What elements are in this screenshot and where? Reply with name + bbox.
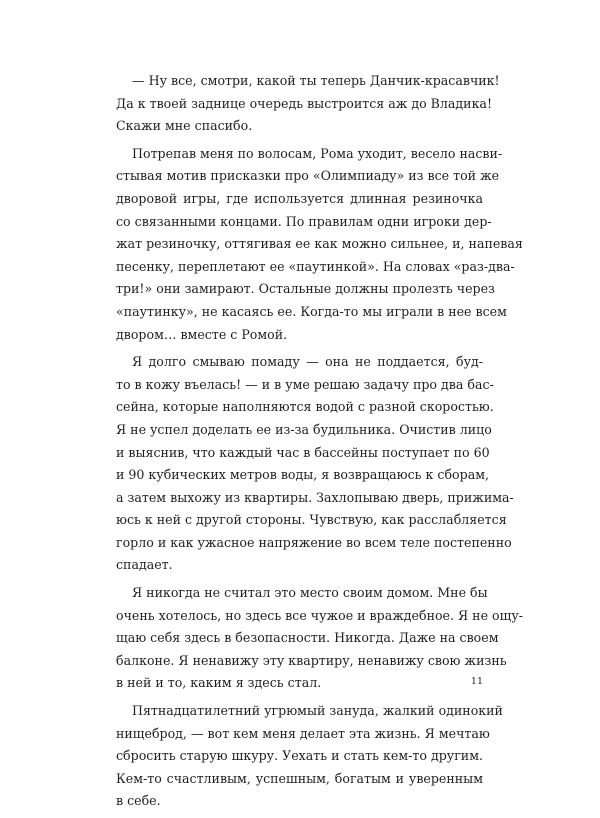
paragraph bbox=[116, 700, 503, 813]
paragraph bbox=[116, 70, 500, 138]
paragraph bbox=[116, 351, 514, 577]
page-number: 11 bbox=[470, 676, 483, 687]
text-line: три!» они замирают. Остальные должны пролезть через bbox=[116, 281, 495, 297]
text-line: со связанными концами. По правилам одни игроки дер- bbox=[116, 213, 492, 229]
text-line: горло и как ужасное напряжение во всем теле постепенно bbox=[116, 534, 512, 550]
text-line: дворовой игры, где используется длинная резиночка bbox=[116, 190, 483, 206]
text-line: двором… вместе с Ромой. bbox=[116, 326, 288, 342]
text-line: то в кожу въелась! — и в уме решаю задачу про два бас- bbox=[116, 376, 494, 392]
text-line: Потрепав меня по волосам, Рома уходит, весело насви- bbox=[132, 145, 503, 161]
text-line: стывая мотив присказки про «Олимпиаду» из все той же bbox=[116, 168, 500, 184]
text-line: — Ну все, смотри, какой ты теперь Данчик-красавчик! bbox=[132, 73, 500, 88]
text-line: и 90 кубических метров воды, я возвращаюсь к сборам, bbox=[116, 467, 489, 483]
text-line: Да к твоей заднице очередь выстроится аж до Владика! bbox=[116, 95, 493, 111]
text-line: «паутинку», не касаясь ее. Когда-то мы играли в нее всем bbox=[116, 303, 507, 319]
paragraph bbox=[116, 143, 523, 346]
text-line: Скажи мне спасибо. bbox=[116, 118, 253, 134]
text-line: в ней и то, каким я здесь стал. bbox=[116, 675, 322, 691]
text-line: спадает. bbox=[116, 557, 173, 573]
text-line: балконе. Я ненавижу эту квартиру, ненавижу свою жизнь bbox=[116, 652, 507, 668]
text-line: и выяснив, что каждый час в бассейны поступает по 60 bbox=[116, 444, 490, 460]
text-line: а затем выхожу из квартиры. Захлопываю дверь, прижима- bbox=[116, 489, 514, 505]
text-line: сейна, которые наполняются водой с разной скоростью. bbox=[116, 399, 494, 415]
text-line: жат резиночку, оттягивая ее как можно сильнее, и, напевая bbox=[116, 236, 523, 252]
paragraph bbox=[116, 582, 523, 695]
text-line: сбросить старую шкуру. Уехать и стать кем-то другим. bbox=[116, 748, 483, 764]
text-line: Я не успел доделать ее из-за будильника. Очистив лицо bbox=[116, 421, 492, 437]
text-line: очень хотелось, но здесь все чужое и враждебное. Я не ощу- bbox=[116, 607, 523, 623]
text-line: песенку, переплетают ее «паутинкой». На словах «раз-два- bbox=[116, 258, 515, 274]
text-line: Пятнадцатилетний угрюмый зануда, жалкий одинокий bbox=[132, 703, 503, 719]
text-line: юсь к ней с другой стороны. Чувствую, как расслабляется bbox=[116, 512, 507, 528]
page-text bbox=[116, 70, 523, 818]
text-line: щаю себя здесь в безопасности. Никогда. Даже на своем bbox=[116, 630, 499, 646]
text-line: Я никогда не считал это место своим домом. Мне бы bbox=[132, 585, 488, 601]
text-line: Кем-то счастливым, успешным, богатым и уверенным bbox=[116, 770, 483, 786]
text-line: в себе. bbox=[116, 793, 161, 809]
text-line: нищеброд, — вот кем меня делает эта жизнь. Я мечтаю bbox=[116, 725, 490, 741]
text-line: Я долго смываю помаду — она не поддается, буд- bbox=[132, 354, 483, 370]
